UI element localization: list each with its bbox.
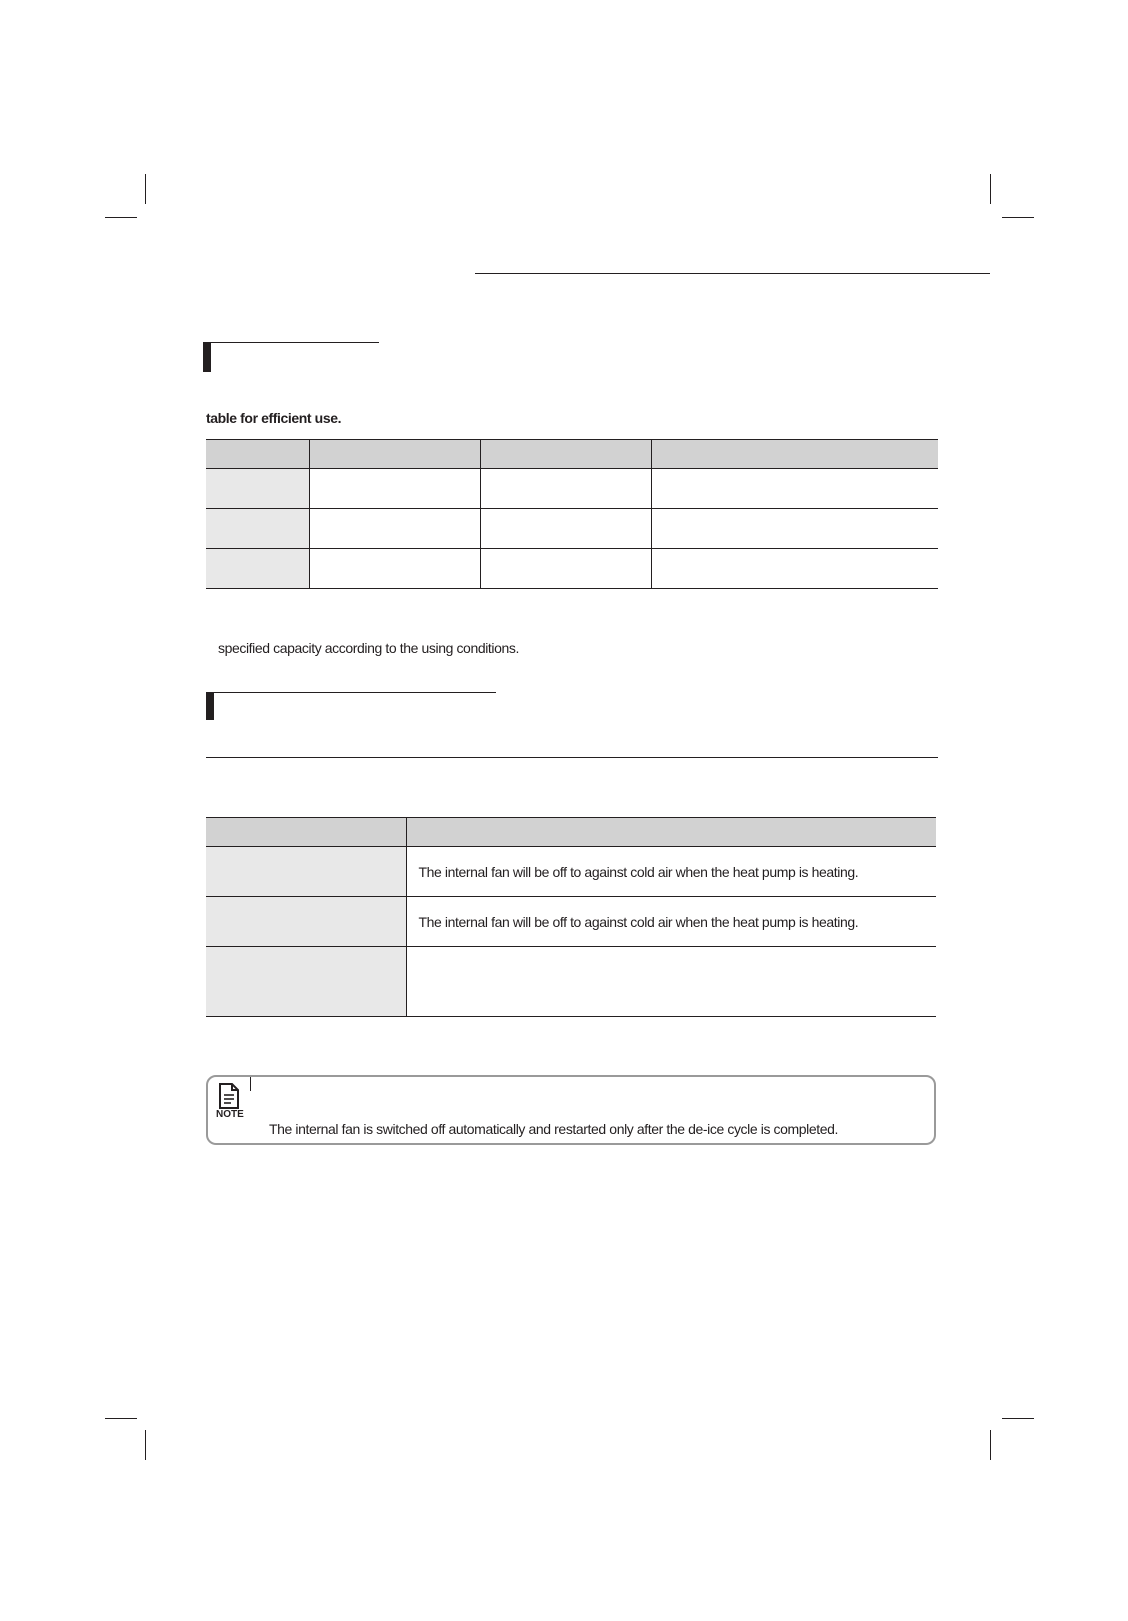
section-heading-2-line xyxy=(206,692,496,693)
intro-text: table for efficient use. xyxy=(206,410,342,426)
fan-behavior-table-header-cell xyxy=(406,818,936,847)
usage-table-header-cell xyxy=(309,440,480,469)
table-cell xyxy=(309,549,480,589)
fan-behavior-description: The internal fan will be off to against cold air when the heat pump is heating. xyxy=(406,847,936,897)
note-label: NOTE xyxy=(216,1109,244,1120)
section-heading-1-bar xyxy=(203,342,211,372)
note-text: The internal fan is switched off automatically and restarted only after the de-ice cycle is completed. xyxy=(269,1121,839,1137)
table-cell xyxy=(309,509,480,549)
usage-table-header-cell xyxy=(480,440,651,469)
crop-mark-top-left-vertical xyxy=(145,174,146,204)
fan-behavior-table-header-cell xyxy=(206,818,406,847)
table-cell xyxy=(480,509,651,549)
fan-behavior-table-header xyxy=(206,818,936,847)
section-heading-1-line xyxy=(203,342,379,343)
table-cell xyxy=(651,509,938,549)
fan-behavior-row-label xyxy=(206,947,406,1017)
table-cell xyxy=(651,549,938,589)
section-heading-2-bar xyxy=(206,692,214,720)
capacity-note: specified capacity according to the using conditions. xyxy=(218,640,519,656)
table-row xyxy=(206,947,936,1017)
crop-mark-top-left-horizontal xyxy=(105,217,137,218)
table-cell xyxy=(309,469,480,509)
crop-mark-bottom-right-horizontal xyxy=(1002,1418,1034,1419)
fan-behavior-description xyxy=(406,947,936,1017)
usage-table-header-cell xyxy=(651,440,938,469)
table-row xyxy=(206,509,938,549)
fan-behavior-description: The internal fan will be off to against cold air when the heat pump is heating. xyxy=(406,897,936,947)
note-divider xyxy=(250,1077,251,1091)
header-rule xyxy=(475,273,990,274)
crop-mark-bottom-right-vertical xyxy=(990,1430,991,1460)
usage-table-row-label xyxy=(206,509,309,549)
crop-mark-top-right-vertical xyxy=(990,174,991,204)
usage-table-header-cell xyxy=(206,440,309,469)
fan-behavior-table xyxy=(206,817,936,1017)
crop-mark-bottom-left-horizontal xyxy=(105,1418,137,1419)
table-cell xyxy=(480,469,651,509)
table-cell xyxy=(651,469,938,509)
fan-behavior-row-label xyxy=(206,847,406,897)
crop-mark-top-right-horizontal xyxy=(1002,217,1034,218)
fan-behavior-row-label xyxy=(206,897,406,947)
crop-mark-bottom-left-vertical xyxy=(145,1430,146,1460)
usage-table-row-label xyxy=(206,469,309,509)
table-row xyxy=(206,847,936,897)
usage-table xyxy=(206,439,938,589)
table-row xyxy=(206,549,938,589)
usage-table-row-label xyxy=(206,549,309,589)
usage-table-header xyxy=(206,440,938,469)
table-row xyxy=(206,469,938,509)
table-cell xyxy=(480,549,651,589)
section-2-rule xyxy=(206,757,938,758)
table-row xyxy=(206,897,936,947)
